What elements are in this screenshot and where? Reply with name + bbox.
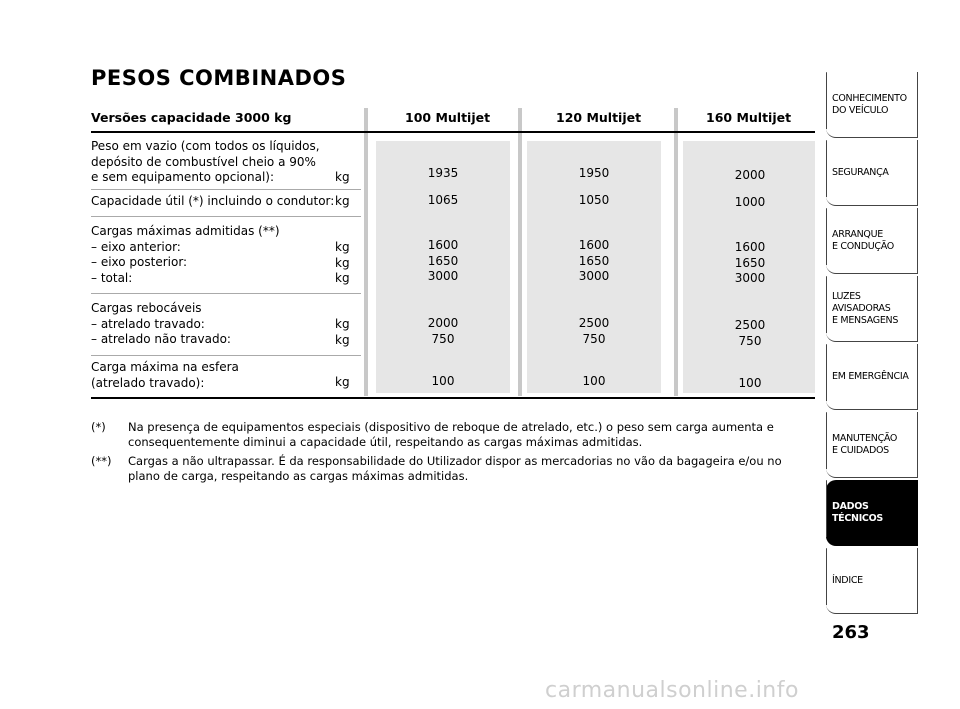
sidebar-item-label: DADOS TÉCNICOS [832, 500, 883, 524]
table-header-versions: Versões capacidade 3000 kg [91, 110, 292, 125]
row-label-towable-loads: Cargas rebocáveis – atrelado travado: – atrelado não travado: [91, 301, 231, 346]
row-separator [91, 293, 361, 294]
sidebar-item-dados-tecnicos[interactable] [826, 480, 918, 546]
table-cell: 2000 750 [427, 316, 459, 346]
table-cell: 1600 1650 3000 [427, 238, 459, 283]
sidebar-item-label: MANUTENÇÃO E CUIDADOS [832, 432, 898, 456]
page-number: 263 [832, 622, 870, 643]
row-label-max-loads: Cargas máximas admitidas (**) – eixo anterior: – eixo posterior: – total: [91, 224, 280, 285]
row-unit: kg kg kg [335, 240, 350, 285]
table-cell: 1600 1650 3000 [578, 238, 610, 283]
column-bar [674, 108, 678, 396]
table-cell: 1935 [427, 166, 459, 180]
row-unit: kg [335, 170, 350, 184]
table-header-160-multijet: 160 Multijet [706, 110, 792, 125]
footnote-mark: (*) [91, 420, 106, 434]
table-cell: 2500 750 [734, 318, 766, 348]
sidebar-item-conhecimento-do-veiculo[interactable] [826, 72, 918, 138]
row-label-payload: Capacidade útil (*) incluindo o condutor: [91, 194, 335, 208]
footnote-text: Na presença de equipamentos especiais (dispositivo de reboque de atrelado, etc.) o peso sem carga aumenta e consequentemente diminui a capacidade útil, respeitando as cargas máximas admitidas. [128, 420, 774, 449]
footnote [91, 454, 811, 484]
page-title: PESOS COMBINADOS [91, 66, 347, 90]
table-cell: 100 [582, 374, 606, 388]
sidebar-item-em-emergencia[interactable] [826, 344, 918, 410]
sidebar-item-indice[interactable] [826, 548, 918, 614]
table-cell: 2000 [734, 168, 766, 182]
row-label-max-ball-load: Carga máxima na esfera (atrelado travado): [91, 360, 239, 390]
footnote [91, 420, 811, 450]
table-cell: 1065 [427, 193, 459, 207]
footnote-mark: (**) [91, 454, 112, 468]
row-separator [91, 216, 361, 217]
table-cell: 1600 1650 3000 [734, 240, 766, 285]
sidebar-item-label: ARRANQUE E CONDUÇÃO [832, 228, 894, 252]
table-cell: 1950 [578, 166, 610, 180]
footnote-text: Cargas a não ultrapassar. É da responsabilidade do Utilizador dispor as mercadorias no vão da bagageira e/ou no plano de carga, respeitando as cargas máximas admitidas. [128, 454, 782, 483]
table-header-120-multijet: 120 Multijet [556, 110, 642, 125]
table-cell: 1050 [578, 193, 610, 207]
row-separator [91, 189, 361, 190]
row-separator [91, 355, 361, 356]
row-unit: kg [335, 375, 350, 389]
table-cell: 100 [738, 376, 762, 390]
table-cell: 100 [431, 374, 455, 388]
sidebar-item-luzes-avisadoras[interactable] [826, 276, 918, 342]
row-label-empty-weight: Peso em vazio (com todos os líquidos, depósito de combustível cheio a 90% e sem equipamento opcional): [91, 139, 320, 184]
table-bottom-rule [91, 397, 815, 399]
sidebar-item-arranque-e-conducao[interactable] [826, 208, 918, 274]
table-header-100-multijet: 100 Multijet [405, 110, 491, 125]
sidebar-item-label: LUZES AVISADORAS E MENSAGENS [832, 290, 899, 326]
watermark: carmanualsonline.info [545, 678, 799, 703]
table-cell: 2500 750 [578, 316, 610, 346]
column-bar [518, 108, 522, 396]
sidebar-item-label: ÍNDICE [832, 574, 863, 586]
sidebar-item-manutencao-e-cuidados[interactable] [826, 412, 918, 478]
sidebar-item-label: CONHECIMENTO DO VEÍCULO [832, 92, 907, 116]
column-bar [364, 108, 368, 396]
sidebar-item-label: SEGURANÇA [832, 166, 889, 178]
row-unit: kg kg [335, 317, 350, 347]
sidebar-item-seguranca[interactable] [826, 140, 918, 206]
table-top-rule [91, 131, 815, 133]
sidebar-item-label: EM EMERGÊNCIA [832, 370, 909, 382]
row-unit: kg [335, 194, 350, 208]
table-cell: 1000 [734, 195, 766, 209]
